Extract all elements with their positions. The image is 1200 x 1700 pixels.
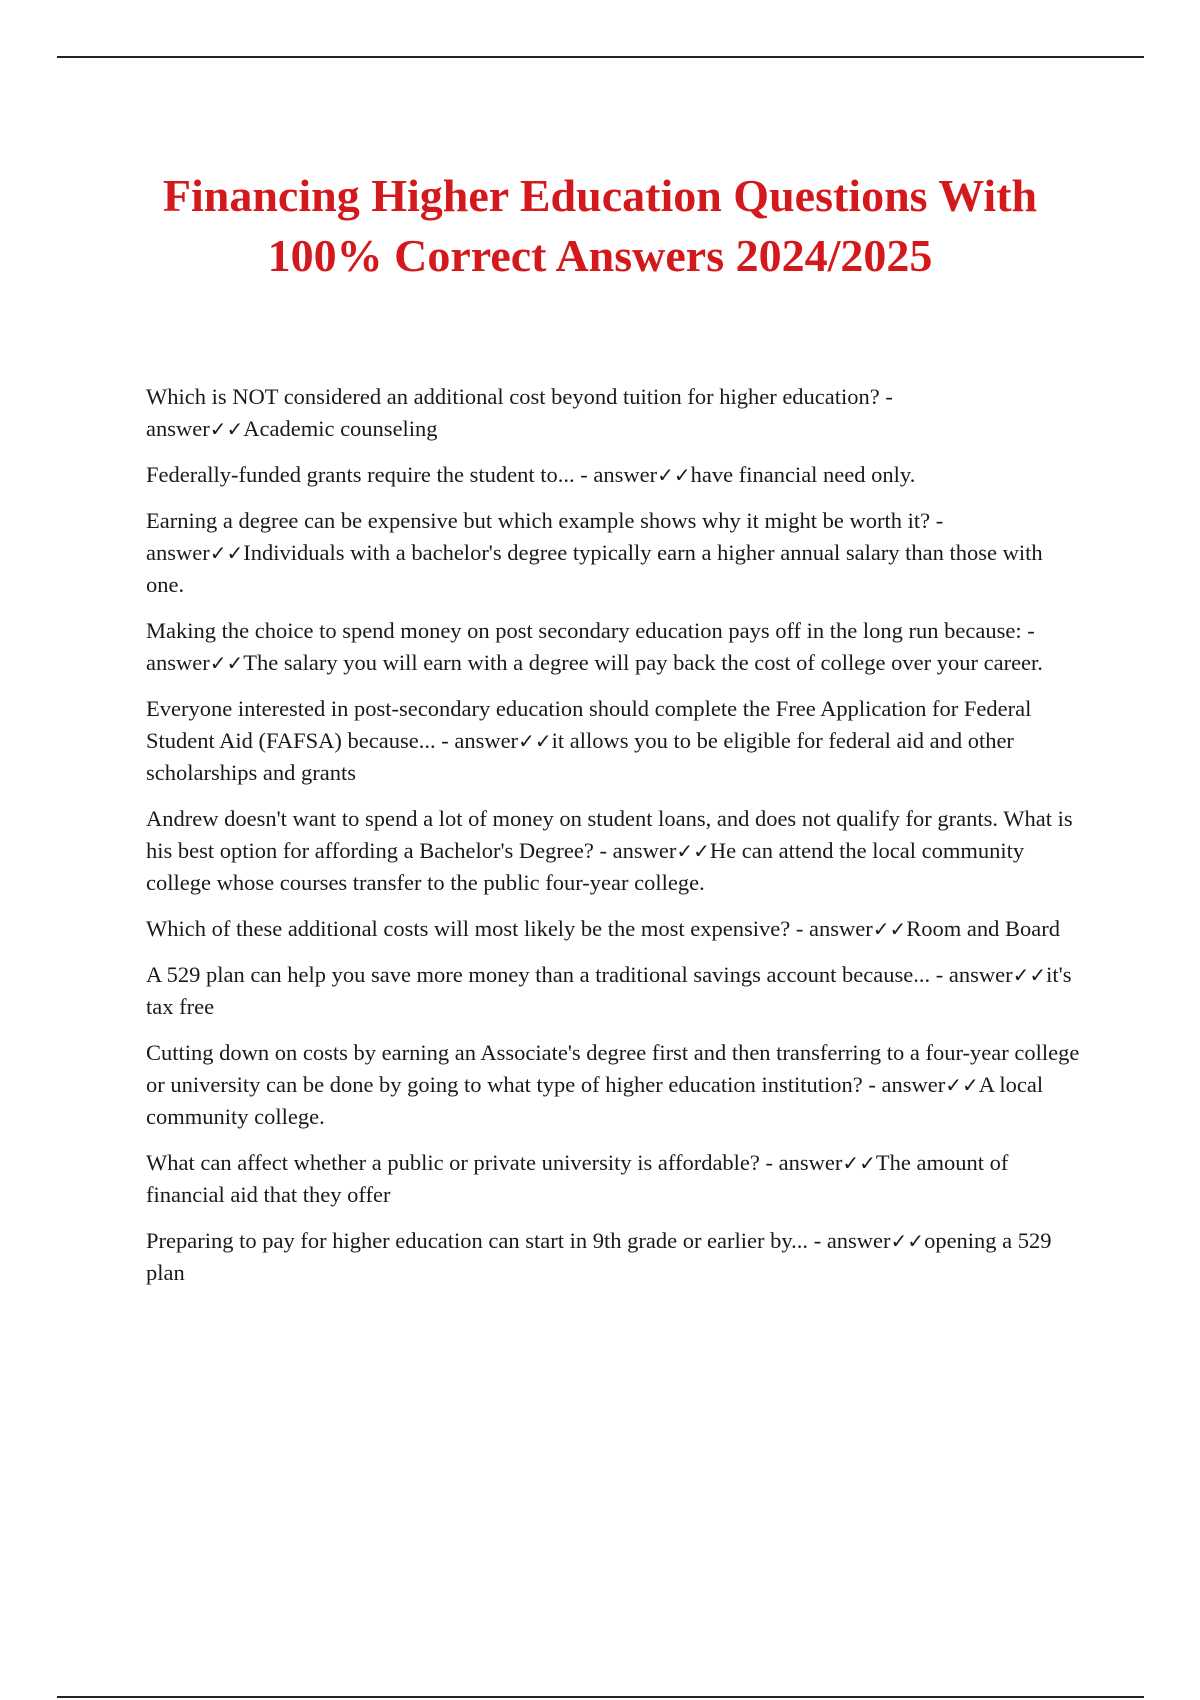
qa-item bbox=[146, 459, 1086, 491]
qa-item bbox=[146, 381, 1086, 445]
answer-text: have financial need only. bbox=[690, 462, 916, 487]
question-text: Cutting down on costs by earning an Associate's degree first and then transferring to a four-year college or university can be done by going to what type of higher education institution? bbox=[146, 1040, 1080, 1097]
check-icon: ✓✓ bbox=[1012, 963, 1047, 987]
question-text: Earning a degree can be expensive but which example shows why it might be worth it? bbox=[146, 508, 931, 533]
check-icon: ✓✓ bbox=[676, 839, 710, 863]
answer-text: opening a 529 plan bbox=[146, 1228, 1052, 1285]
answer-label: answer bbox=[146, 650, 210, 675]
separator: - bbox=[435, 728, 455, 753]
separator: - bbox=[808, 1228, 827, 1253]
check-icon: ✓✓ bbox=[209, 651, 244, 675]
document-title bbox=[100, 166, 1100, 286]
question-text: Which of these additional costs will most likely be the most expensive? bbox=[146, 916, 791, 941]
qa-item bbox=[146, 1225, 1086, 1289]
top-rule bbox=[57, 56, 1144, 58]
answer-text: Room and Board bbox=[906, 916, 1060, 941]
bottom-rule bbox=[57, 1696, 1144, 1698]
question-text: Preparing to pay for higher education can start in 9th grade or earlier by... bbox=[146, 1228, 809, 1253]
check-icon: ✓✓ bbox=[209, 541, 244, 565]
separator: - bbox=[930, 508, 944, 533]
separator: - bbox=[879, 384, 893, 409]
answer-text: it's tax free bbox=[146, 962, 1072, 1019]
qa-item bbox=[146, 505, 1086, 601]
qa-item bbox=[146, 1037, 1086, 1133]
question-text: Making the choice to spend money on post secondary education pays off in the long run because: bbox=[146, 618, 1022, 643]
answer-text: Academic counseling bbox=[243, 416, 438, 441]
check-icon: ✓✓ bbox=[890, 1229, 925, 1253]
question-text: Federally-funded grants require the student to... bbox=[146, 462, 575, 487]
answer-label: answer bbox=[809, 916, 873, 941]
qa-list bbox=[146, 381, 1086, 1303]
check-icon: ✓✓ bbox=[518, 729, 552, 753]
check-icon: ✓✓ bbox=[209, 417, 244, 441]
separator: - bbox=[862, 1072, 882, 1097]
check-icon: ✓✓ bbox=[872, 917, 907, 941]
qa-item bbox=[146, 615, 1086, 679]
answer-label: answer bbox=[146, 540, 210, 565]
qa-item bbox=[146, 1147, 1086, 1211]
question-text: A 529 plan can help you save more money than a traditional savings account because... bbox=[146, 962, 931, 987]
check-icon: ✓✓ bbox=[945, 1073, 979, 1097]
check-icon: ✓✓ bbox=[657, 463, 691, 487]
separator: - bbox=[1021, 618, 1035, 643]
title-line-2: 100% Correct Answers 2024/2025 bbox=[267, 230, 933, 281]
answer-label: answer bbox=[593, 462, 658, 487]
answer-label: answer bbox=[454, 728, 519, 753]
answer-text: Individuals with a bachelor's degree typically earn a higher annual salary than those with one. bbox=[146, 540, 1043, 597]
check-icon: ✓✓ bbox=[842, 1151, 876, 1175]
answer-label: answer bbox=[146, 416, 210, 441]
answer-text: The salary you will earn with a degree will pay back the cost of college over your career. bbox=[243, 650, 1043, 675]
answer-text: A local community college. bbox=[146, 1072, 1044, 1129]
answer-label: answer bbox=[948, 962, 1013, 987]
separator: - bbox=[930, 962, 949, 987]
separator: - bbox=[593, 838, 613, 863]
separator: - bbox=[790, 916, 809, 941]
answer-label: answer bbox=[612, 838, 677, 863]
answer-text: it allows you to be eligible for federal aid and other scholarships and grants bbox=[146, 728, 1014, 785]
answer-text: He can attend the local community college whose courses transfer to the public four-year college. bbox=[146, 838, 1025, 895]
question-text: Everyone interested in post-secondary education should complete the Free Application for Federal Student Aid (FAFSA) because... bbox=[146, 696, 1032, 753]
question-text: Andrew doesn't want to spend a lot of money on student loans, and does not qualify for grants. What is his best option for affording a Bachelor's Degree? bbox=[146, 806, 1073, 863]
separator: - bbox=[759, 1150, 779, 1175]
answer-label: answer bbox=[778, 1150, 843, 1175]
question-text: Which is NOT considered an additional cost beyond tuition for higher education? bbox=[146, 384, 880, 409]
separator: - bbox=[574, 462, 594, 487]
qa-item bbox=[146, 959, 1086, 1023]
answer-label: answer bbox=[826, 1228, 891, 1253]
qa-item bbox=[146, 803, 1086, 899]
title-line-1: Financing Higher Education Questions With bbox=[162, 170, 1038, 221]
question-text: What can affect whether a public or private university is affordable? bbox=[146, 1150, 760, 1175]
qa-item bbox=[146, 913, 1086, 945]
answer-label: answer bbox=[881, 1072, 946, 1097]
qa-item bbox=[146, 693, 1086, 789]
answer-text: The amount of financial aid that they offer bbox=[146, 1150, 1009, 1207]
